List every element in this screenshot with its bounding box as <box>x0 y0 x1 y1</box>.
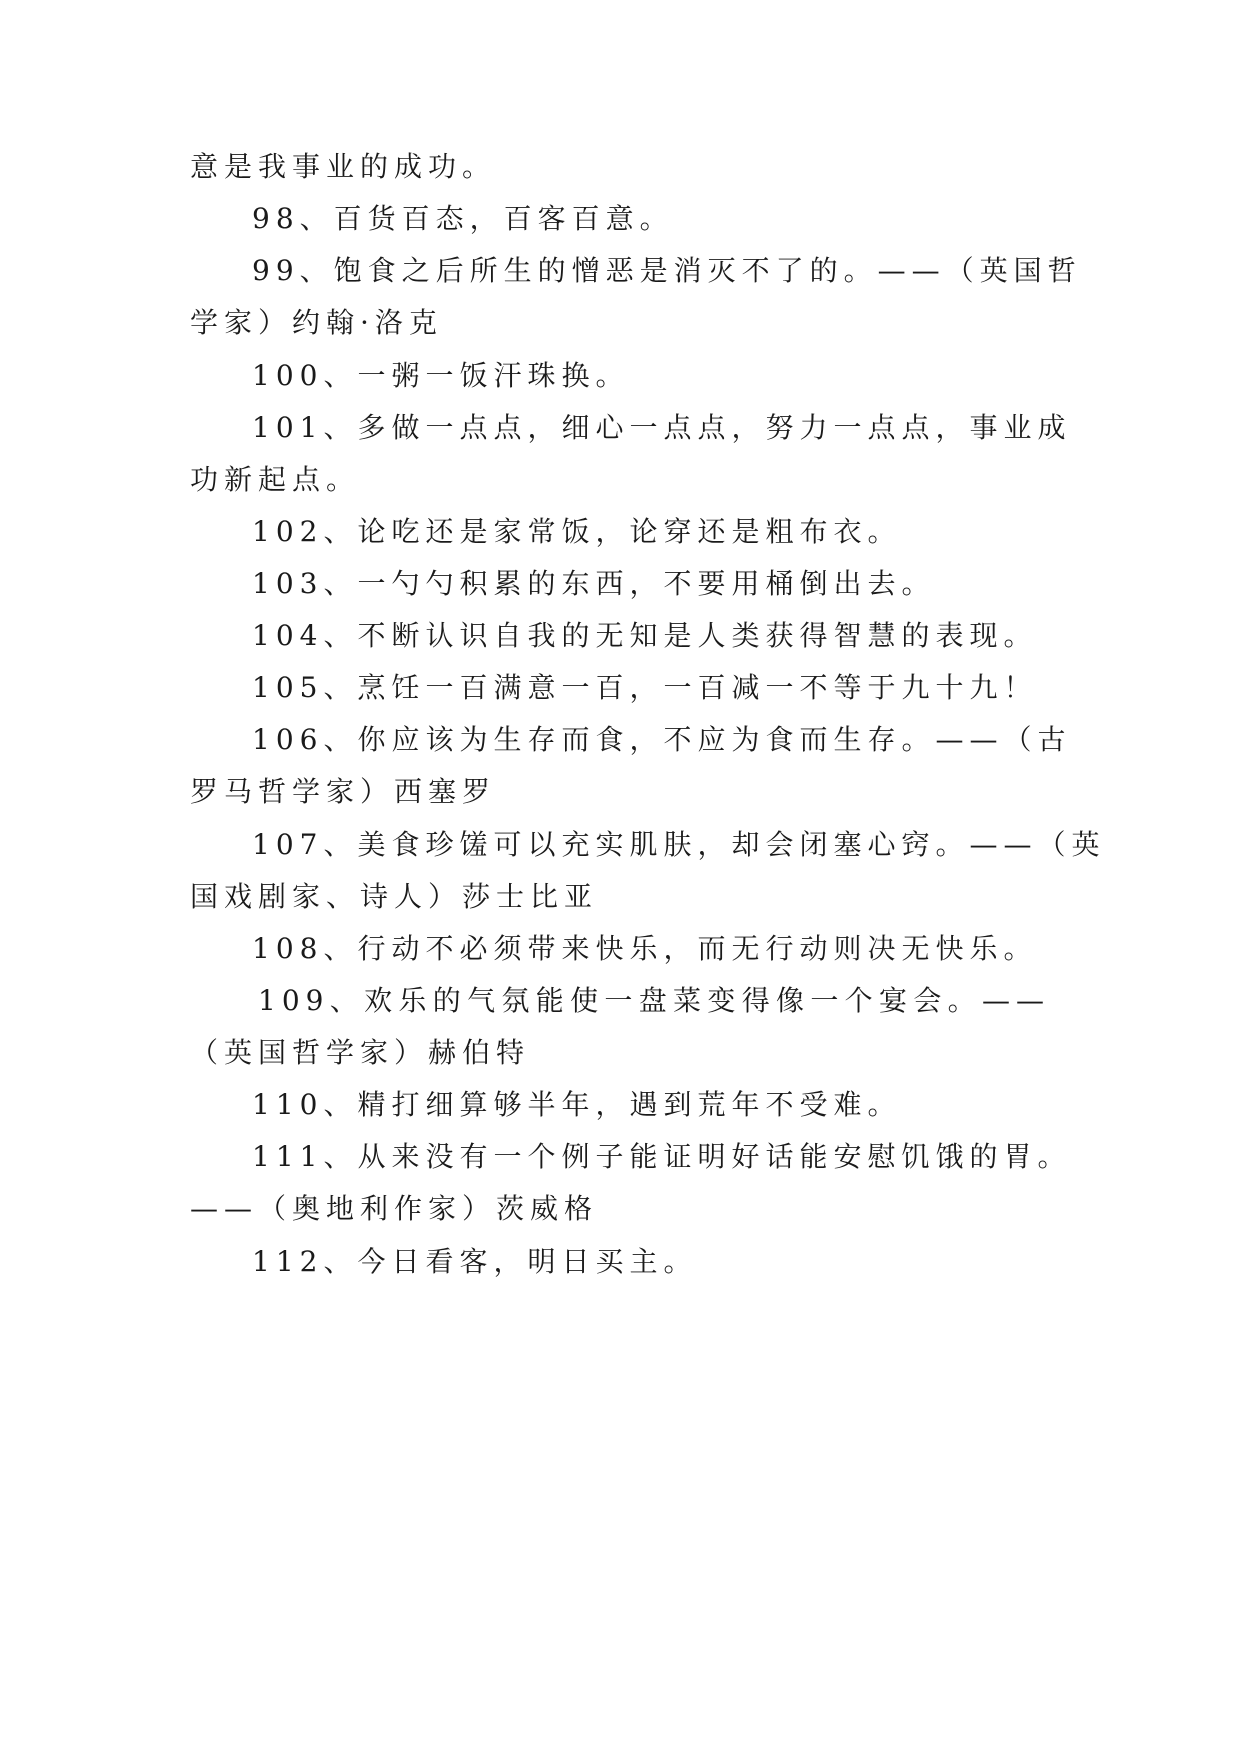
quote-106: 106、你应该为生存而食，不应为食而生存。——（古 <box>252 723 1072 756</box>
quote-107-continuation: 国戏剧家、诗人）莎士比亚 <box>190 880 599 913</box>
quote-105: 105、烹饪一百满意一百，一百减一不等于九十九！ <box>252 671 1038 704</box>
quote-100: 100、一粥一饭汗珠换。 <box>252 359 630 392</box>
quote-107: 107、美食珍馐可以充实肌肤，却会闭塞心窍。——（英 <box>252 828 1106 861</box>
quote-111: 111、从来没有一个例子能证明好话能安慰饥饿的胃。 <box>252 1140 1072 1173</box>
text-line: 意是我事业的成功。 <box>190 150 497 183</box>
quote-108: 108、行动不必须带来快乐，而无行动则决无快乐。 <box>252 932 1038 965</box>
quote-111-continuation: ——（奥地利作家）茨威格 <box>190 1192 599 1225</box>
quote-112: 112、今日看客，明日买主。 <box>252 1245 698 1278</box>
quote-101-continuation: 功新起点。 <box>190 463 361 496</box>
quote-102: 102、论吃还是家常饭，论穿还是粗布衣。 <box>252 515 902 548</box>
quote-98: 98、百货百态，百客百意。 <box>252 202 674 235</box>
quote-106-continuation: 罗马哲学家）西塞罗 <box>190 775 497 808</box>
quote-103: 103、一勺勺积累的东西，不要用桶倒出去。 <box>252 567 936 600</box>
quote-99: 99、饱食之后所生的憎恶是消灭不了的。——（英国哲 <box>252 254 1082 287</box>
quote-104: 104、不断认识自我的无知是人类获得智慧的表现。 <box>252 619 1038 652</box>
quote-109-continuation: （英国哲学家）赫伯特 <box>190 1036 531 1069</box>
quote-109: 109、欢乐的气氛能使一盘菜变得像一个宴会。—— <box>258 984 1050 1017</box>
quote-110: 110、精打细算够半年，遇到荒年不受难。 <box>252 1088 902 1121</box>
quote-99-continuation: 学家）约翰·洛克 <box>190 306 443 339</box>
quote-101: 101、多做一点点，细心一点点，努力一点点，事业成 <box>252 411 1072 444</box>
